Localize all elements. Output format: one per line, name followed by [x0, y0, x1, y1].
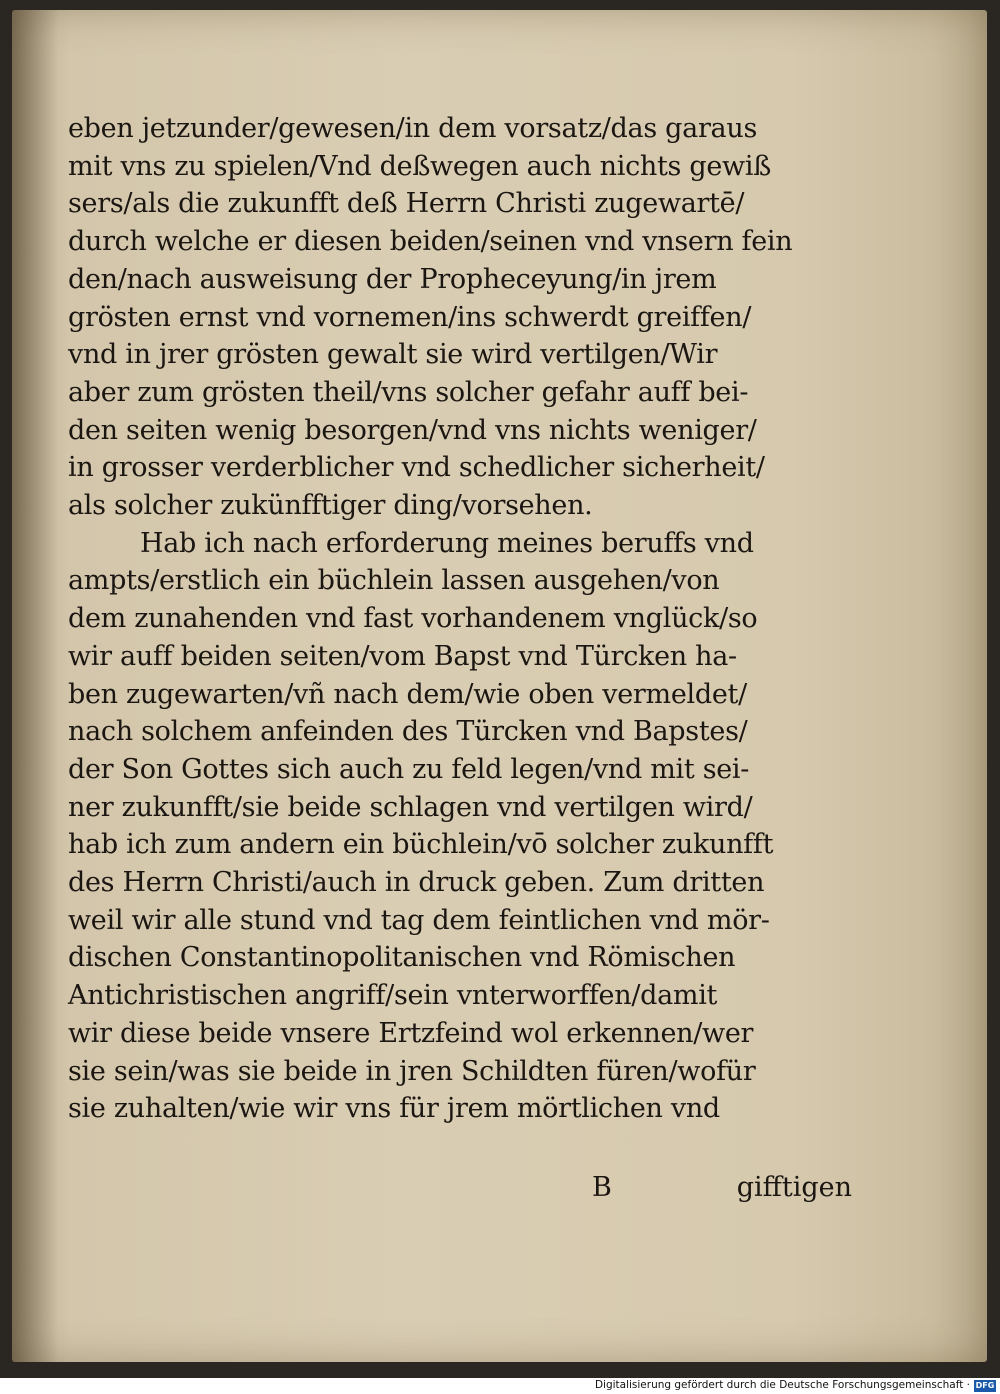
text-line: als solcher zukünfftiger ding/vorsehen. [68, 490, 593, 522]
text-line: eben jetzunder/gewesen/in dem vorsatz/das garaus [68, 113, 757, 144]
paragraph-start-line: Hab ich nach erforderung meines beruffs vnd [140, 527, 754, 559]
binding-shadow [12, 10, 58, 1362]
body-text [68, 110, 858, 1128]
catchword: gifftigen [736, 1172, 852, 1203]
text-line: sers/als die zukunfft deß Herrn Christi zugewartē/ [68, 188, 745, 220]
text-line: aber zum grösten theil/vns solcher gefahr auff bei- [68, 376, 749, 408]
text-line: ben zugewarten/vñ nach dem/wie oben vermeldet/ [68, 678, 747, 710]
signature-mark: B [592, 1172, 612, 1203]
text-line: Antichristischen angriff/sein vnterworffen/damit [68, 980, 718, 1012]
text-line: dem zunahenden vnd fast vorhandenem vnglück/so [68, 603, 758, 635]
text-line: ampts/erstlich ein büchlein lassen ausgehen/von [68, 565, 720, 597]
text-line: vnd in jrer grösten gewalt sie wird vertilgen/Wir [68, 339, 718, 371]
text-line: wir auff beiden seiten/vom Bapst vnd Türcken ha- [68, 640, 737, 672]
text-line: mit vns zu spielen/Vnd deßwegen auch nichts gewiß [68, 150, 771, 182]
text-line: wir diese beide vnsere Ertzfeind wol erkennen/wer [68, 1017, 754, 1049]
page-footer [592, 1172, 852, 1203]
credit-bar [0, 1378, 1000, 1394]
text-line: weil wir alle stund vnd tag dem feintlichen vnd mör- [68, 904, 770, 936]
text-line: hab ich zum andern ein büchlein/vō solcher zukunfft [68, 829, 774, 861]
text-line: sie zuhalten/wie wir vns für jrem mörtlichen vnd [68, 1093, 720, 1125]
text-line: nach solchem anfeinden des Türcken vnd Bapstes/ [68, 716, 748, 748]
text-line: den/nach ausweisung der Propheceyung/in jrem [68, 263, 717, 295]
dfg-logo: DFG [975, 1381, 995, 1390]
text-line: grösten ernst vnd vornemen/ins schwerdt greiffen/ [68, 301, 752, 333]
text-line: dischen Constantinopolitanischen vnd Römischen [68, 942, 736, 974]
text-line: sie sein/was sie beide in jren Schildten füren/wofür [68, 1055, 756, 1087]
text-line: ner zukunfft/sie beide schlagen vnd vertilgen wird/ [68, 791, 753, 823]
text-line: den seiten wenig besorgen/vnd vns nichts weniger/ [68, 414, 757, 446]
text-line: des Herrn Christi/auch in druck geben. Zum dritten [68, 867, 765, 899]
funding-credit: Digitalisierung gefördert durch die Deutsche Forschungsgemeinschaft · [594, 1379, 970, 1391]
text-line: in grosser verderblicher vnd schedlicher sicherheit/ [68, 452, 765, 484]
text-line: der Son Gottes sich auch zu feld legen/vnd mit sei- [68, 753, 750, 785]
book-page [12, 10, 987, 1362]
text-line: durch welche er diesen beiden/seinen vnd vnsern fein [68, 226, 793, 258]
